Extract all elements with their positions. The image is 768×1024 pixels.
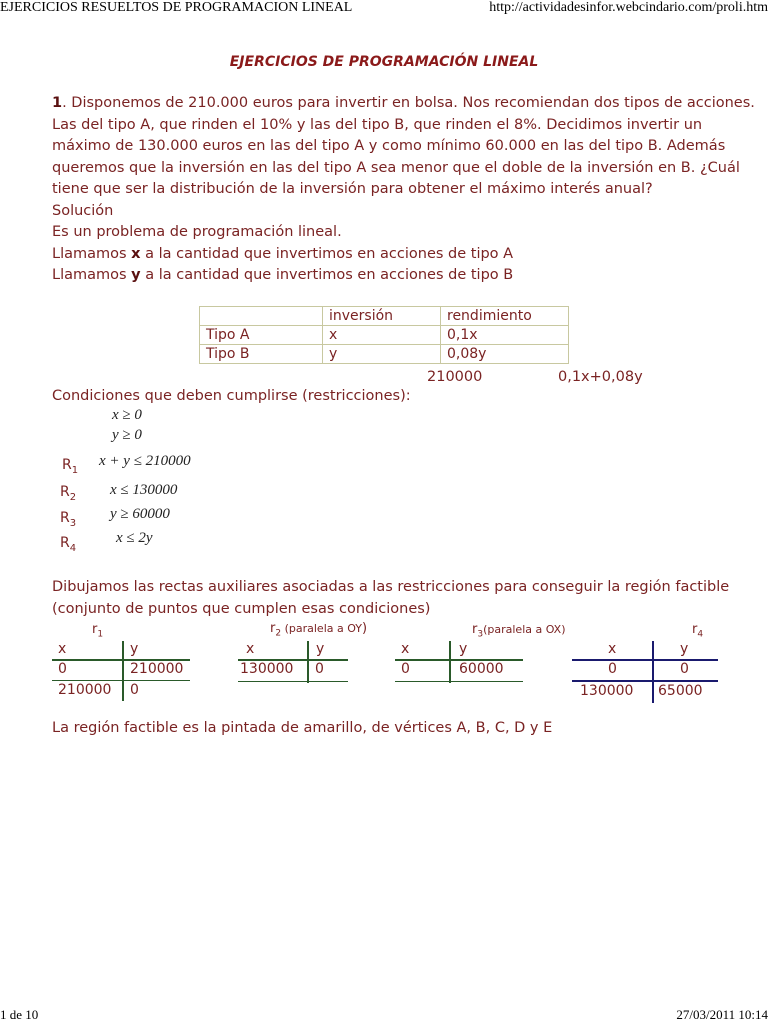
var-y-definition [52, 265, 755, 287]
var-y: y [131, 267, 141, 283]
table-cell: 0 [315, 661, 324, 677]
table-header-cell: inversión [323, 307, 441, 326]
ineq-r4: x ≤ 2y [116, 530, 153, 546]
table-cell: x [323, 326, 441, 345]
table-header-cell [200, 307, 323, 326]
table-cell: 65000 [658, 683, 703, 699]
aux-table-r1 [52, 641, 190, 701]
table-cell: 0,1x [441, 326, 569, 345]
aux-table-r4 [572, 641, 718, 703]
table-row [200, 345, 569, 364]
col-header-y: y [316, 641, 325, 657]
var-x: x [131, 245, 141, 262]
table-cell: 0 [130, 682, 139, 698]
aux-r1-label: $r_1$ [92, 622, 104, 640]
aux-table-r2 [238, 641, 348, 683]
llamamos-text: Llamamos [52, 267, 132, 283]
col-header-y: y [680, 641, 689, 657]
print-header-title: EJERCICIOS RESUELTOS DE PROGRAMACION LINEAL [0, 0, 353, 15]
var-x-definition [52, 244, 755, 266]
page-count: 1 de 10 [0, 1007, 39, 1022]
ineq-y-nonneg: y ≥ 0 [112, 427, 142, 443]
table-header-cell: rendimiento [441, 307, 569, 326]
lp-statement: Es un problema de programación lineal. [52, 224, 342, 240]
table-cell: Tipo B [200, 345, 323, 364]
problem-text: . Disponemos de 210.000 euros para invertir en bolsa. Nos recomiendan dos tipos de acciones. [62, 95, 755, 111]
aux-r2-label: $r_2$ (paralela a OY) [270, 621, 368, 639]
conditions-heading: Condiciones que deben cumplirse (restricciones): [52, 388, 411, 404]
solution-heading: Solución [52, 202, 114, 219]
ineq-r2: x ≤ 130000 [110, 482, 178, 498]
feasible-region-text: La región factible es la pintada de amarillo, de vértices A, B, C, D y E [52, 720, 553, 736]
problem-number: 1 [52, 95, 63, 111]
aux-line-1: Dibujamos las rectas auxiliares asociadas a las restricciones para conseguir la región factible [52, 579, 730, 595]
table-header-row [200, 307, 569, 326]
table-cell: 210000 [130, 661, 184, 677]
llamamos-text: Llamamos [52, 245, 132, 262]
col-header-y: y [459, 641, 468, 657]
problem-line-4: queremos que la inversión en las del tipo A sea menor que el doble de la inversión en B. ¿Cuál [52, 159, 740, 176]
col-header-x: x [246, 641, 255, 657]
investment-table [199, 306, 569, 364]
ineq-x-nonneg: x ≥ 0 [112, 407, 142, 423]
col-header-x: x [58, 641, 67, 657]
table-row [200, 326, 569, 345]
col-header-x: x [608, 641, 617, 657]
r2-label: $R_2$ [60, 484, 77, 503]
auxiliary-lines-paragraph [52, 577, 729, 620]
total-investment: 210000 [427, 369, 483, 385]
table-cell: 60000 [459, 661, 504, 677]
problem-line-5: tiene que ser la distribución de la inversión para obtener el máximo interés anual? [52, 181, 653, 197]
table-cell: 0 [680, 661, 689, 677]
problem-line-1 [52, 93, 755, 115]
col-header-x: x [401, 641, 410, 657]
table-cell: y [323, 345, 441, 364]
col-header-y: y [130, 641, 139, 657]
table-cell: 0 [401, 661, 410, 677]
problem-line-2: Las del tipo A, que rinden el 10% y las del tipo B, que rinden el 8%. Decidimos invertir un [52, 116, 703, 133]
y-desc: a la cantidad que invertimos en acciones de tipo B [140, 267, 514, 283]
aux-r3-label: $r_3(paralela$ a OX) [472, 622, 566, 640]
table-cell: 0 [58, 661, 67, 677]
print-header-url[interactable]: http://actividadesinfor.webcindario.com/proli.htm [489, 0, 768, 15]
table-cell: 0,08y [441, 345, 569, 364]
aux-line-2: (conjunto de puntos que cumplen esas condiciones) [52, 600, 431, 617]
r3-label: $R_3$ [60, 510, 77, 529]
table-cell: Tipo A [200, 326, 323, 345]
problem-line-3: máximo de 130.000 euros en las del tipo A y como mínimo 60.000 en las del tipo B. Además [52, 138, 726, 154]
problem-statement [52, 93, 755, 287]
ineq-r3: y ≥ 60000 [110, 506, 170, 522]
ineq-r1: x + y ≤ 210000 [99, 453, 191, 469]
page-title: EJERCICIOS DE PROGRAMACIÓN LINEAL [229, 54, 539, 70]
aux-table-r3 [395, 641, 523, 683]
table-cell: 130000 [240, 661, 294, 677]
print-timestamp: 27/03/2011 10:14 [676, 1007, 768, 1022]
total-return: 0,1x+0,08y [558, 369, 643, 385]
table-cell: 130000 [580, 683, 634, 699]
r1-label: $R_1$ [62, 457, 79, 476]
table-cell: 210000 [58, 682, 112, 698]
table-cell: 0 [608, 661, 617, 677]
r4-label: $R_4$ [60, 535, 77, 554]
aux-r4-label: $r_4$ [692, 622, 704, 640]
x-desc: a la cantidad que invertimos en acciones de tipo A [140, 245, 514, 262]
